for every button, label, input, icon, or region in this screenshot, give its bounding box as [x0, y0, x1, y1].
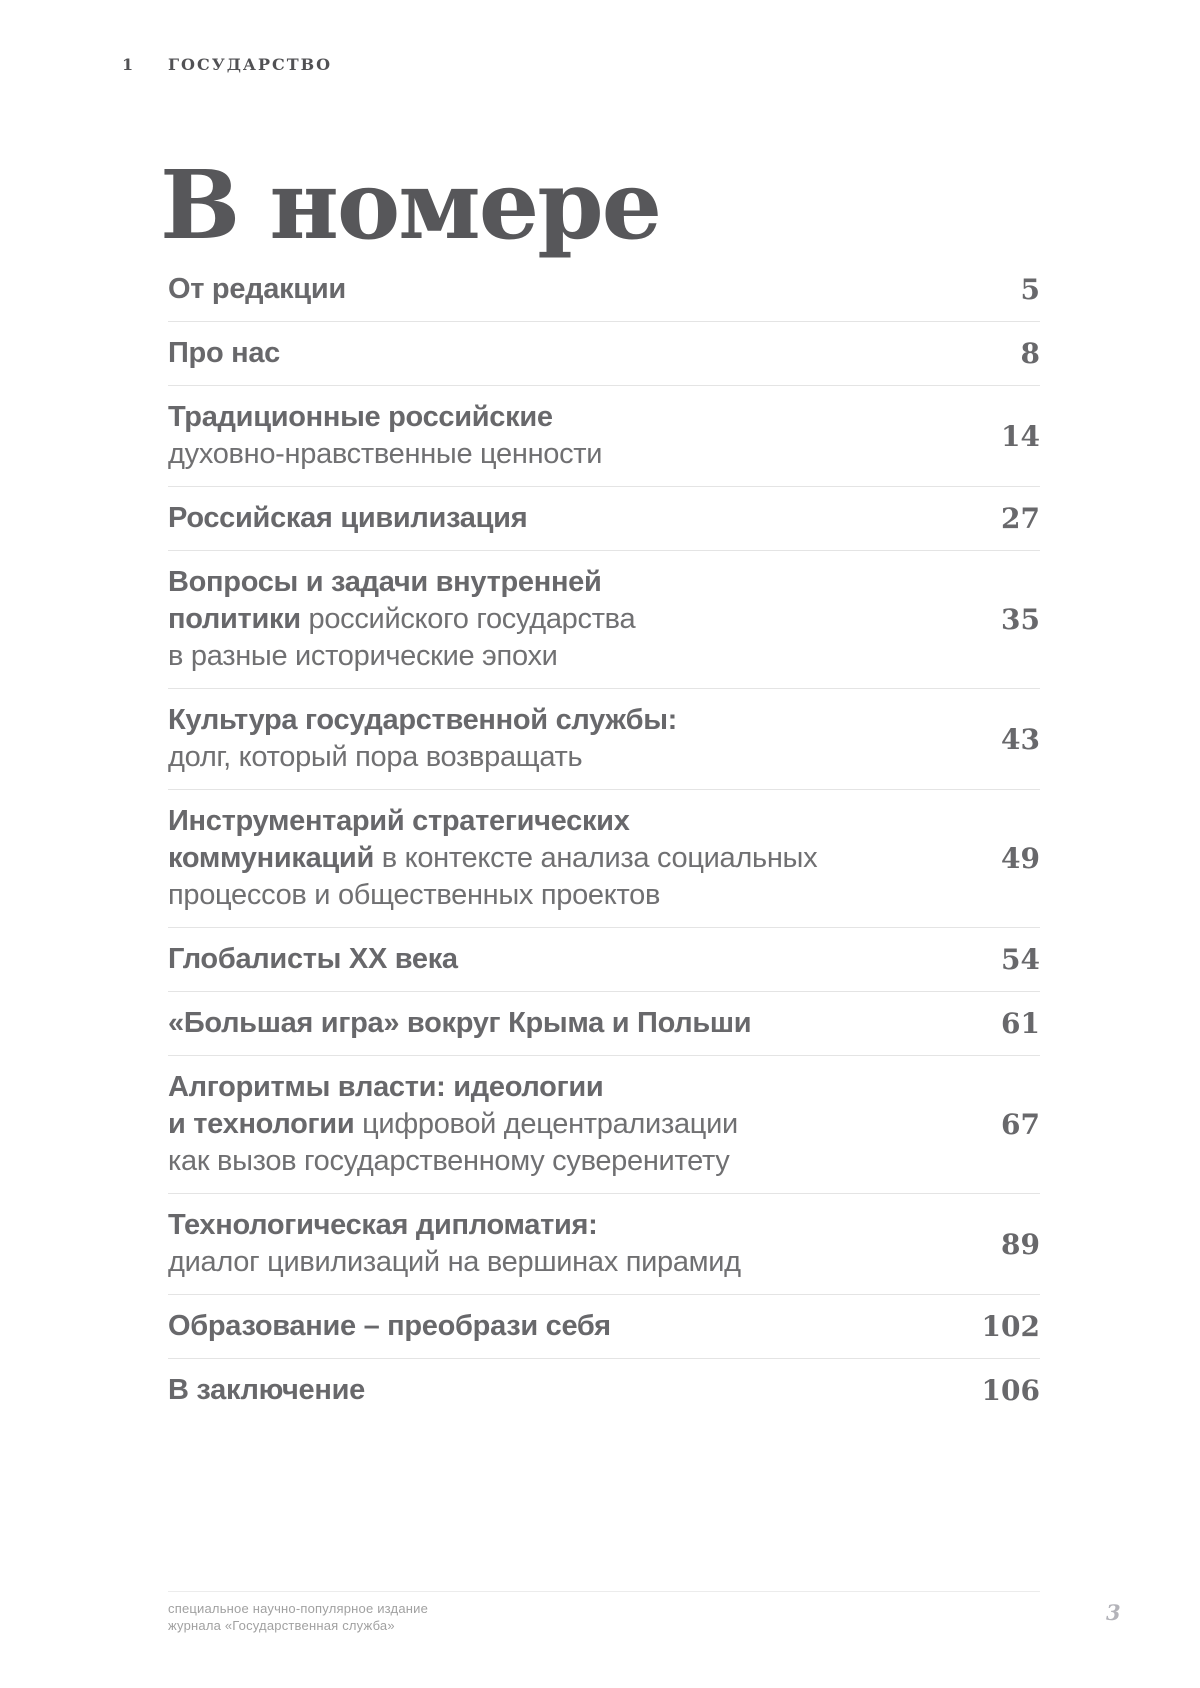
toc-row[interactable]	[168, 992, 1040, 1056]
toc-item-line	[168, 399, 950, 436]
toc-item-page: 43	[1001, 722, 1040, 756]
toc-row[interactable]	[168, 790, 1040, 928]
page-title: В номере	[160, 149, 661, 261]
toc-item-text-bold: Вопросы и задачи внутренней	[168, 566, 602, 598]
toc-item-line	[168, 564, 950, 601]
toc-item-title	[168, 1069, 950, 1180]
toc-item-page: 27	[1001, 502, 1040, 535]
toc-item-line	[168, 877, 950, 914]
toc-item-page: 54	[1001, 943, 1040, 976]
toc-row[interactable]	[168, 1194, 1040, 1295]
toc-row[interactable]	[168, 322, 1040, 386]
toc-item-text-bold: Про нас	[168, 337, 281, 369]
toc-item-line	[168, 1143, 950, 1180]
toc-item-text-bold: политики	[168, 603, 301, 635]
toc-item-text-bold: В заключение	[168, 1374, 365, 1406]
footer-imprint-line1: специальное научно-популярное издание	[168, 1601, 429, 1616]
toc-item-text-regular: процессов и общественных проектов	[168, 879, 661, 911]
toc-item-line	[168, 601, 950, 638]
toc-item-text-regular: в контексте анализа социальных	[374, 842, 818, 874]
toc-item-text-regular: цифровой децентрализации	[354, 1108, 738, 1140]
toc-item-line	[168, 739, 950, 776]
toc-row[interactable]	[168, 487, 1040, 551]
toc-item-line	[168, 1308, 950, 1345]
toc-item-page: 102	[981, 1310, 1040, 1343]
toc-row[interactable]	[168, 928, 1040, 992]
running-head-section-label: ГОСУДАРСТВО	[168, 55, 333, 74]
toc-item-text-bold: Российская цивилизация	[168, 502, 528, 534]
toc-item-title	[168, 702, 950, 776]
toc-item-text-bold: и технологии	[168, 1108, 355, 1140]
toc-item-line	[168, 803, 950, 840]
toc-item-text-bold: коммуникаций	[168, 842, 374, 874]
toc-item-page: 5	[1020, 273, 1040, 306]
toc-item-text-bold: «Большая игра» вокруг Крыма и Польши	[168, 1007, 752, 1039]
footer-imprint	[168, 1600, 428, 1634]
toc-item-page: 14	[1001, 419, 1040, 453]
toc-item-text-bold: Алгоритмы власти: идеологии	[168, 1071, 604, 1103]
toc-item-line	[168, 941, 950, 978]
toc-item-text-regular: диалог цивилизаций на вершинах пирамид	[168, 1246, 741, 1278]
toc-item-page: 67	[1001, 1108, 1040, 1141]
toc-item-line	[168, 1207, 950, 1244]
toc-item-text-regular: духовно-нравственные ценности	[168, 438, 603, 470]
toc-item-text-bold: Культура государственной службы:	[168, 704, 678, 736]
toc-item-title	[168, 399, 950, 473]
toc-item-title	[168, 564, 950, 675]
toc-item-title	[168, 1207, 950, 1281]
toc-item-text-bold: Образование – преобрази себя	[168, 1310, 611, 1342]
toc-item-page: 89	[1001, 1227, 1040, 1261]
toc-item-text-bold: От редакции	[168, 273, 346, 305]
toc-item-line	[168, 840, 950, 877]
toc-item-title	[168, 803, 950, 914]
toc-item-line	[168, 1069, 950, 1106]
running-head	[122, 55, 332, 74]
toc-item-text-regular: в разные исторические эпохи	[168, 640, 558, 672]
toc-item-text-regular: долг, который пора возвращать	[168, 741, 583, 773]
toc-item-text-bold: Глобалисты XX века	[168, 943, 458, 975]
toc-item-page: 61	[1001, 1007, 1040, 1040]
toc-list	[168, 258, 1040, 1422]
toc-item-line	[168, 638, 950, 675]
toc-item-line	[168, 335, 950, 372]
toc-row[interactable]	[168, 1295, 1040, 1359]
toc-item-text-regular: как вызов государственному суверенитету	[168, 1145, 730, 1177]
toc-item-page: 35	[1001, 603, 1040, 636]
toc-item-line	[168, 1372, 950, 1409]
toc-item-line	[168, 1106, 950, 1143]
toc-item-line	[168, 271, 950, 308]
toc-row[interactable]	[168, 689, 1040, 790]
toc-item-page: 8	[1020, 337, 1040, 370]
toc-item-page: 49	[1001, 842, 1040, 875]
toc-item-page: 106	[981, 1374, 1040, 1407]
toc-row[interactable]	[168, 1359, 1040, 1422]
toc-item-title	[168, 271, 950, 308]
footer-divider	[168, 1591, 1040, 1592]
toc-item-text-bold: Инструментарий стратегических	[168, 805, 630, 837]
toc-item-text-bold: Технологическая дипломатия:	[168, 1209, 598, 1241]
toc-item-title	[168, 500, 950, 537]
toc-item-title	[168, 941, 950, 978]
toc-row[interactable]	[168, 258, 1040, 322]
toc-item-title	[168, 335, 950, 372]
toc-item-line	[168, 1005, 950, 1042]
toc-row[interactable]	[168, 551, 1040, 689]
toc-item-line	[168, 436, 950, 473]
toc-item-title	[168, 1005, 950, 1042]
toc-row[interactable]	[168, 386, 1040, 487]
toc-item-text-regular: российского государства	[300, 603, 636, 635]
toc-item-line	[168, 1244, 950, 1281]
toc-item-line	[168, 500, 950, 537]
toc-item-text-bold: Традиционные российские	[168, 401, 553, 433]
toc-item-title	[168, 1308, 950, 1345]
footer-imprint-line2: журнала «Государственная служба»	[168, 1618, 395, 1633]
toc-item-title	[168, 1372, 950, 1409]
toc-row[interactable]	[168, 1056, 1040, 1194]
toc-item-line	[168, 702, 950, 739]
running-head-page-number: 1	[122, 55, 134, 74]
footer-page-number: 3	[1106, 1600, 1121, 1625]
